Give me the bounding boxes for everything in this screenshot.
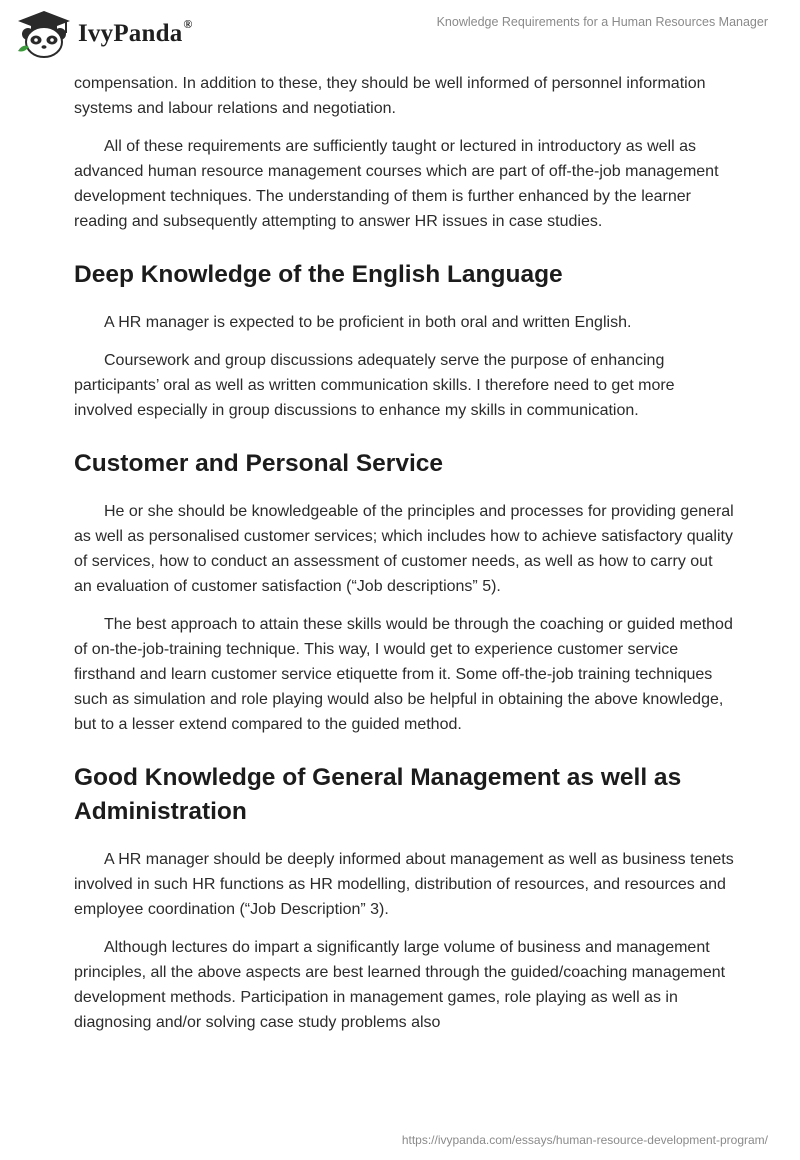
- source-url-link[interactable]: https://ivypanda.com/essays/human-resource-development-program/: [401, 1133, 768, 1147]
- intro-continuation-paragraph: compensation. In addition to these, they should be well informed of personnel information systems and labour relations and negotiation.: [74, 75, 706, 117]
- registered-mark: ®: [183, 16, 193, 31]
- section-paragraph: A HR manager should be deeply informed about management as well as business tenets involved in such HR functions as HR modelling, distribution of resources, and resources and employee coordination (“Job Description” 3).: [74, 851, 734, 918]
- section-english-language: [74, 258, 734, 423]
- section-heading: Good Knowledge of General Management as well as Administration: [74, 764, 682, 825]
- section-general-management: [74, 761, 734, 1035]
- logo-wordmark[interactable]: [78, 16, 193, 48]
- essay-content: [74, 71, 734, 1048]
- section-paragraph: Coursework and group discussions adequately serve the purpose of enhancing participants’ oral as well as written communication skills. I therefore need to get more involved especially in group discussions to enhance my skills in communication.: [74, 352, 675, 419]
- section-paragraph: Although lectures do impart a significantly large volume of business and management principles, all the above aspects are best learned through the guided/coaching management development methods. Participation in management games, role playing as well as in diagnosing and/or solving case study problems also: [74, 939, 726, 1031]
- section-customer-service: [74, 447, 734, 737]
- section-paragraph: The best approach to attain these skills would be through the coaching or guided method of on-the-job-training technique. This way, I would get to experience customer service firsthand and learn customer service etiquette from it. Some off-the-job training techniques such as simulation and role playing would also be helpful in obtaining the above knowledge, but to a lesser extend compared to the guided method.: [74, 616, 733, 733]
- section-heading: Customer and Personal Service: [74, 450, 444, 477]
- section-heading: Deep Knowledge of the English Language: [74, 261, 563, 288]
- section-paragraph: A HR manager is expected to be proficient in both oral and written English.: [104, 314, 632, 331]
- logo-text: IvyPanda: [78, 20, 183, 47]
- document-title: Knowledge Requirements for a Human Resources Manager: [436, 15, 768, 29]
- intro-paragraph: All of these requirements are sufficiently taught or lectured in introductory as well as advanced human resource management courses which are part of off-the-job management development techniques. The understanding of them is further enhanced by the learner reading and subsequently attempting to answer HR issues in case studies.: [74, 138, 719, 230]
- section-paragraph: He or she should be knowledgeable of the principles and processes for providing general as well as personalised customer services; which includes how to achieve satisfactory quality of services, how to conduct an assessment of customer needs, as well as how to carry out an evaluation of customer satisfaction (“Job descriptions” 5).: [74, 503, 734, 595]
- page-header: [0, 0, 800, 70]
- panda-mascot-icon: [18, 11, 70, 57]
